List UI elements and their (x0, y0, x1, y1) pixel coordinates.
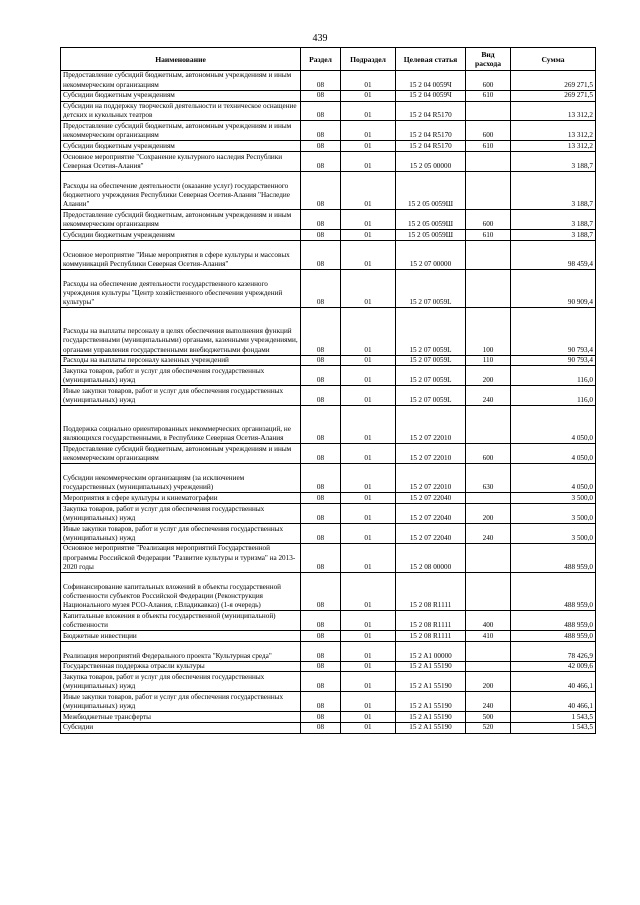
row-razdel: 08 (301, 444, 341, 464)
row-sum: 4 050,0 (511, 444, 596, 464)
table-row (61, 543, 596, 572)
row-razdel: 08 (301, 722, 341, 733)
row-name: Расходы на обеспечение деятельности государственного казенного учреждения культуры "Центр хозяйственного обеспечения учреждений культуры" (61, 269, 301, 307)
row-razdel: 08 (301, 308, 341, 356)
row-podrazdel: 01 (341, 210, 396, 230)
row-name: Софинансирование капитальных вложений в объекты государственной собственности субъектов Российской Федерации (Реконструкция Национального музея РСО-Алания, г.Владикавказ) (1-я очередь) (61, 573, 301, 611)
table-row (61, 464, 596, 493)
table-row (61, 240, 596, 269)
table-row (61, 672, 596, 692)
row-sum: 488 959,0 (511, 631, 596, 642)
row-name: Закупка товаров, работ и услуг для обеспечения государственных (муниципальных) нужд (61, 504, 301, 524)
row-vid: 400 (466, 611, 511, 631)
row-vid: 100 (466, 308, 511, 356)
row-vid: 630 (466, 464, 511, 493)
row-podrazdel: 01 (341, 230, 396, 241)
row-razdel: 08 (301, 631, 341, 642)
table-row (61, 406, 596, 444)
row-sum: 3 500,0 (511, 504, 596, 524)
row-razdel: 08 (301, 269, 341, 307)
row-name: Реализация мероприятий Федерального проекта "Культурная среда" (61, 641, 301, 661)
table-row (61, 524, 596, 544)
row-vid: 110 (466, 355, 511, 366)
row-name: Предоставление субсидий бюджетным, автономным учреждениям и иным некоммерческим организациям (61, 71, 301, 91)
table-row (61, 631, 596, 642)
row-razdel: 08 (301, 692, 341, 712)
row-razdel: 08 (301, 366, 341, 386)
row-razdel: 08 (301, 406, 341, 444)
row-name: Расходы на выплаты персоналу в целях обеспечения выполнения функций государственными (муниципальными) органами, казенными учреждениями, органами управления государственными внебюджетными фондами (61, 308, 301, 356)
row-target: 15 2 07 0059L (396, 386, 466, 406)
row-name: Основное мероприятие "Реализация мероприятий Государственной программы Российской Федерации "Развитие культуры и туризма" на 2013-2020 годы (61, 543, 301, 572)
row-name: Поддержка социально ориентированных некоммерческих организаций, не являющихся государственными, в Республике Северная Осетия-Алания (61, 406, 301, 444)
row-vid (466, 269, 511, 307)
table-row (61, 90, 596, 101)
row-name: Предоставление субсидий бюджетным, автономным учреждениям и иным некоммерческим организациям (61, 121, 301, 141)
row-target: 15 2 07 0059L (396, 269, 466, 307)
table-row (61, 692, 596, 712)
row-podrazdel: 01 (341, 444, 396, 464)
row-razdel: 08 (301, 230, 341, 241)
row-razdel: 08 (301, 152, 341, 172)
row-sum: 3 188,7 (511, 152, 596, 172)
row-name: Государственная поддержка отрасли культуры (61, 661, 301, 672)
row-razdel: 08 (301, 101, 341, 121)
row-target: 15 2 A1 00000 (396, 641, 466, 661)
row-podrazdel: 01 (341, 269, 396, 307)
row-sum: 90 793,4 (511, 308, 596, 356)
header-target: Целевая статья (396, 48, 466, 71)
row-podrazdel: 01 (341, 141, 396, 152)
row-podrazdel: 01 (341, 504, 396, 524)
row-target: 15 2 07 0059L (396, 355, 466, 366)
row-razdel: 08 (301, 504, 341, 524)
table-row (61, 152, 596, 172)
table-row (61, 230, 596, 241)
row-vid (466, 661, 511, 672)
row-razdel: 08 (301, 524, 341, 544)
row-vid: 200 (466, 504, 511, 524)
row-target: 15 2 08 R1111 (396, 611, 466, 631)
row-podrazdel: 01 (341, 355, 396, 366)
row-razdel: 08 (301, 141, 341, 152)
row-razdel: 08 (301, 661, 341, 672)
row-razdel: 08 (301, 90, 341, 101)
table-row (61, 573, 596, 611)
row-razdel: 08 (301, 641, 341, 661)
row-podrazdel: 01 (341, 611, 396, 631)
row-vid: 600 (466, 121, 511, 141)
row-name: Основное мероприятие "Сохранение культурного наследия Республики Северная Осетия-Алания" (61, 152, 301, 172)
row-vid: 600 (466, 71, 511, 91)
row-target: 15 2 A1 55190 (396, 722, 466, 733)
row-podrazdel: 01 (341, 464, 396, 493)
row-vid: 520 (466, 722, 511, 733)
row-target: 15 2 05 0059Ш (396, 230, 466, 241)
row-target: 15 2 08 R1111 (396, 631, 466, 642)
row-name: Субсидии бюджетным учреждениям (61, 141, 301, 152)
row-target: 15 2 05 0059Ш (396, 171, 466, 209)
page-number: 439 (312, 33, 328, 44)
row-podrazdel: 01 (341, 152, 396, 172)
row-podrazdel: 01 (341, 366, 396, 386)
row-name: Закупка товаров, работ и услуг для обеспечения государственных (муниципальных) нужд (61, 366, 301, 386)
row-name: Предоставление субсидий бюджетным, автономным учреждениям и иным некоммерческим организациям (61, 444, 301, 464)
row-vid: 600 (466, 444, 511, 464)
row-name: Иные закупки товаров, работ и услуг для обеспечения государственных (муниципальных) нужд (61, 692, 301, 712)
row-vid: 240 (466, 386, 511, 406)
row-vid: 610 (466, 141, 511, 152)
row-target: 15 2 04 R5170 (396, 121, 466, 141)
row-target: 15 2 07 0059L (396, 308, 466, 356)
row-sum: 4 050,0 (511, 406, 596, 444)
row-sum: 90 793,4 (511, 355, 596, 366)
row-name: Мероприятия в сфере культуры и кинематографии (61, 493, 301, 504)
row-sum: 78 426,9 (511, 641, 596, 661)
row-sum: 1 543,5 (511, 712, 596, 723)
row-sum: 98 459,4 (511, 240, 596, 269)
table-row (61, 712, 596, 723)
row-target: 15 2 04 R5170 (396, 101, 466, 121)
row-vid (466, 543, 511, 572)
table-row (61, 121, 596, 141)
row-target: 15 2 04 0059Ч (396, 90, 466, 101)
row-sum: 116,0 (511, 386, 596, 406)
row-vid: 200 (466, 672, 511, 692)
row-name: Капитальные вложения в объекты государственной (муниципальной) собственности (61, 611, 301, 631)
row-sum: 42 009,6 (511, 661, 596, 672)
row-vid (466, 171, 511, 209)
header-podrazdel: Подраздел (341, 48, 396, 71)
row-sum: 3 500,0 (511, 524, 596, 544)
table-row (61, 366, 596, 386)
table-row (61, 722, 596, 733)
row-name: Межбюджетные трансферты (61, 712, 301, 723)
budget-table (60, 47, 596, 734)
row-sum: 13 312,2 (511, 141, 596, 152)
row-podrazdel: 01 (341, 631, 396, 642)
row-podrazdel: 01 (341, 171, 396, 209)
row-vid (466, 406, 511, 444)
row-vid (466, 573, 511, 611)
table-row (61, 101, 596, 121)
table-row (61, 141, 596, 152)
row-vid (466, 240, 511, 269)
row-target: 15 2 A1 55190 (396, 712, 466, 723)
row-razdel: 08 (301, 464, 341, 493)
table-header-row (61, 48, 596, 71)
row-target: 15 2 07 22040 (396, 493, 466, 504)
row-target: 15 2 07 22010 (396, 444, 466, 464)
header-name: Наименование (61, 48, 301, 71)
row-sum: 13 312,2 (511, 101, 596, 121)
row-podrazdel: 01 (341, 308, 396, 356)
table-row (61, 493, 596, 504)
row-sum: 488 959,0 (511, 611, 596, 631)
row-target: 15 2 07 0059L (396, 366, 466, 386)
table-row (61, 504, 596, 524)
row-sum: 116,0 (511, 366, 596, 386)
header-razdel: Раздел (301, 48, 341, 71)
row-vid: 500 (466, 712, 511, 723)
row-target: 15 2 04 R5170 (396, 141, 466, 152)
row-target: 15 2 07 00000 (396, 240, 466, 269)
table-row (61, 71, 596, 91)
row-sum: 3 188,7 (511, 230, 596, 241)
row-podrazdel: 01 (341, 524, 396, 544)
row-name: Основное мероприятие "Иные мероприятия в сфере культуры и массовых коммуникаций Республики Северная Осетия-Алания" (61, 240, 301, 269)
row-podrazdel: 01 (341, 692, 396, 712)
row-podrazdel: 01 (341, 672, 396, 692)
row-podrazdel: 01 (341, 101, 396, 121)
row-razdel: 08 (301, 71, 341, 91)
row-podrazdel: 01 (341, 712, 396, 723)
row-podrazdel: 01 (341, 121, 396, 141)
row-name: Субсидии бюджетным учреждениям (61, 90, 301, 101)
row-podrazdel: 01 (341, 543, 396, 572)
row-sum: 3 500,0 (511, 493, 596, 504)
table-row (61, 386, 596, 406)
row-name: Предоставление субсидий бюджетным, автономным учреждениям и иным некоммерческим организациям (61, 210, 301, 230)
row-razdel: 08 (301, 573, 341, 611)
row-sum: 90 909,4 (511, 269, 596, 307)
row-target: 15 2 08 00000 (396, 543, 466, 572)
table-body (61, 71, 596, 734)
row-name: Закупка товаров, работ и услуг для обеспечения государственных (муниципальных) нужд (61, 672, 301, 692)
row-podrazdel: 01 (341, 661, 396, 672)
table-row (61, 355, 596, 366)
row-podrazdel: 01 (341, 90, 396, 101)
row-vid: 600 (466, 210, 511, 230)
row-name: Субсидии бюджетным учреждениям (61, 230, 301, 241)
row-vid: 610 (466, 230, 511, 241)
row-razdel: 08 (301, 386, 341, 406)
table-row (61, 171, 596, 209)
row-sum: 3 188,7 (511, 210, 596, 230)
table-row (61, 308, 596, 356)
row-sum: 488 959,0 (511, 573, 596, 611)
row-razdel: 08 (301, 543, 341, 572)
table-row (61, 661, 596, 672)
row-vid (466, 152, 511, 172)
row-sum: 269 271,5 (511, 71, 596, 91)
row-razdel: 08 (301, 355, 341, 366)
row-target: 15 2 08 R1111 (396, 573, 466, 611)
row-vid: 410 (466, 631, 511, 642)
row-vid (466, 641, 511, 661)
row-target: 15 2 05 0059Ш (396, 210, 466, 230)
row-name: Субсидии (61, 722, 301, 733)
row-name: Иные закупки товаров, работ и услуг для обеспечения государственных (муниципальных) нужд (61, 386, 301, 406)
row-target: 15 2 A1 55190 (396, 692, 466, 712)
row-name: Субсидии некоммерческим организациям (за исключением государственных (муниципальных) учреждений) (61, 464, 301, 493)
row-razdel: 08 (301, 672, 341, 692)
row-razdel: 08 (301, 611, 341, 631)
row-vid: 240 (466, 692, 511, 712)
row-name: Иные закупки товаров, работ и услуг для обеспечения государственных (муниципальных) нужд (61, 524, 301, 544)
row-podrazdel: 01 (341, 240, 396, 269)
table-row (61, 641, 596, 661)
row-sum: 4 050,0 (511, 464, 596, 493)
row-target: 15 2 07 22040 (396, 524, 466, 544)
row-target: 15 2 04 0059Ч (396, 71, 466, 91)
row-podrazdel: 01 (341, 386, 396, 406)
row-target: 15 2 07 22010 (396, 406, 466, 444)
row-target: 15 2 07 22040 (396, 504, 466, 524)
row-razdel: 08 (301, 210, 341, 230)
row-razdel: 08 (301, 121, 341, 141)
row-vid (466, 493, 511, 504)
row-sum: 40 466,1 (511, 692, 596, 712)
row-podrazdel: 01 (341, 722, 396, 733)
row-razdel: 08 (301, 493, 341, 504)
row-vid: 240 (466, 524, 511, 544)
row-name: Расходы на обеспечение деятельности (оказание услуг) государственного бюджетного учреждения Республики Северная Осетия-Алания "Наследие Алании" (61, 171, 301, 209)
row-sum: 3 188,7 (511, 171, 596, 209)
row-target: 15 2 A1 55190 (396, 672, 466, 692)
header-vid: Вид расхода (466, 48, 511, 71)
row-razdel: 08 (301, 171, 341, 209)
row-podrazdel: 01 (341, 71, 396, 91)
row-sum: 488 959,0 (511, 543, 596, 572)
row-target: 15 2 A1 55190 (396, 661, 466, 672)
row-podrazdel: 01 (341, 493, 396, 504)
table-row (61, 611, 596, 631)
row-target: 15 2 05 00000 (396, 152, 466, 172)
row-podrazdel: 01 (341, 406, 396, 444)
row-sum: 269 271,5 (511, 90, 596, 101)
row-name: Расходы на выплаты персоналу казенных учреждений (61, 355, 301, 366)
row-razdel: 08 (301, 240, 341, 269)
row-sum: 1 543,5 (511, 722, 596, 733)
table-row (61, 444, 596, 464)
row-vid: 200 (466, 366, 511, 386)
row-name: Субсидии на поддержку творческой деятельности и техническое оснащение детских и кукольных театров (61, 101, 301, 121)
row-name: Бюджетные инвестиции (61, 631, 301, 642)
table-row (61, 269, 596, 307)
row-target: 15 2 07 22010 (396, 464, 466, 493)
row-podrazdel: 01 (341, 641, 396, 661)
row-sum: 40 466,1 (511, 672, 596, 692)
row-razdel: 08 (301, 712, 341, 723)
row-vid (466, 101, 511, 121)
table-row (61, 210, 596, 230)
row-sum: 13 312,2 (511, 121, 596, 141)
header-sum: Сумма (511, 48, 596, 71)
row-vid: 610 (466, 90, 511, 101)
row-podrazdel: 01 (341, 573, 396, 611)
